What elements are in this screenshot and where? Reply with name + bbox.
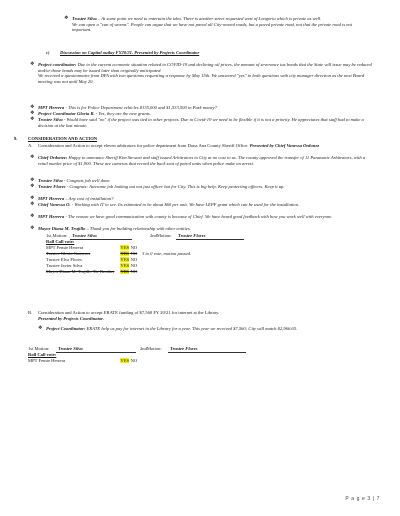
motion1-underline [70, 239, 132, 240]
speaker-name: Project Coordinator: [46, 326, 86, 331]
speaker-name: Trustee Flores [38, 184, 66, 189]
motionB2-label: 2ndMotion: [140, 346, 162, 351]
bullet-diamond-icon: ❖ [30, 61, 35, 67]
vote-yes: YES [120, 251, 130, 256]
bullet-diamond-icon: ❖ [30, 177, 35, 183]
vote-yes-no [120, 269, 137, 275]
speaker-text: – At some point we need to entertain the idea. There is another street requested west of Longoria which is private as well. [97, 16, 322, 21]
motion2-underline [176, 239, 244, 240]
vote-no: NO [129, 358, 138, 363]
motionB2-underline [168, 352, 246, 353]
trustee-silva-congrats [38, 178, 372, 184]
trustee-silva-note [72, 16, 372, 33]
bullet-diamond-icon: ❖ [30, 116, 35, 122]
page-number: P a g e 3 | 7 [345, 496, 380, 502]
item-b-pc-note [46, 326, 372, 332]
speaker-text: – Thank you for building relationship with other entities. [86, 226, 191, 231]
speaker-name: MPT Herrera [38, 214, 65, 219]
voter-name: Mayor Diana M. Trujillo Tie Breaker [46, 269, 115, 274]
trustee-flores-note [38, 184, 372, 190]
speaker-text: - Would have said "no" if the project was tied to other projects. Due to Covid-19 we need to be flexible if it is not a priority. He appreciates that staff had to make a decision at the last minute. [38, 117, 364, 128]
speaker-name: Mayor Diana M. Trujillo [38, 226, 86, 231]
vote-no: NO [129, 269, 138, 274]
bullet-diamond-icon: ❖ [30, 225, 35, 231]
speaker-name: Trustee Silva [38, 117, 63, 122]
bullet-diamond-icon: ❖ [38, 325, 43, 331]
speaker-name: Trustee Silva [72, 16, 97, 21]
section-title: CONSIDERATION AND ACTION [28, 136, 98, 141]
motionB1-label: 1st Motion: [28, 346, 50, 351]
speaker-text: Due to the current economic situation related to COVID-19 and declining oil prices, the amount of severance tax bonds that the State will issue may be reduced and/or those bonds may be issued later than originally anticipated. [38, 62, 372, 73]
trustee-silva-note-2 [38, 117, 372, 128]
vote-no: NO [129, 263, 138, 268]
speaker-name: MPT Herrera [38, 105, 65, 110]
vote-no: NO [129, 245, 138, 250]
speaker-name: Project Coordinator Gloria R. [38, 111, 95, 116]
item-a-label: A. [28, 143, 33, 148]
speaker-text: - Working with IT to see. Its estimated to be about $60 per unit. We have LEPF grant which can be used for the installation. [71, 202, 300, 207]
voter-name: Trustee Javier Silva [46, 263, 83, 268]
rollcall-label: Roll Call vote: [46, 239, 75, 244]
vote-yes-no [120, 245, 137, 251]
motion1-value: Trustee Silva [72, 233, 97, 238]
item-b-text [38, 310, 372, 321]
vote-no: NO [129, 251, 138, 256]
speaker-text: - Congrats: Awesome job looking out not just officer but for City. This is big help. Keep protecting officers. Keep it up. [66, 184, 285, 189]
speaker-name: Chief Ordonez: [38, 155, 68, 160]
speaker-text: ERATE help us pay for internet in the Library for a year. This year we received $7,560; City will match $2,966.65. [86, 326, 298, 331]
chief-vanessa-note [38, 202, 372, 208]
item-a-description: Consideration and Action to accept eleven arbitrators for police department from Dona Ana County Sheriff Office. [38, 143, 249, 148]
voter-name: Trustee Gloria Gameros [46, 251, 91, 256]
item-c-title: Discussion on Capital outlay FY20/21. Presented by Projects Coordinator [60, 50, 200, 55]
vote-yes-no [120, 263, 137, 269]
project-coordinator-note [38, 62, 372, 84]
vote-yes: YES [120, 269, 130, 274]
mpt-herrera-cost [38, 196, 372, 202]
vote-yes: YES [120, 245, 130, 250]
voter-name: MPT Femie Herrera [28, 358, 66, 363]
motion2-value: Trustee Flores [178, 233, 206, 238]
speaker-text: - The reason we have good communication with county is because of Chief. We have heard good feedback with how you work well with everyone. [65, 214, 333, 219]
chief-ordonez-note [38, 155, 372, 166]
rollcall-label-b: Roll Call vote: [28, 352, 57, 357]
item-c-label: c) [46, 50, 50, 55]
motion1-label: 1st Motion: [46, 233, 68, 238]
voter-name: Trustee Elva Flores [46, 257, 82, 262]
bullet-diamond-icon: ❖ [30, 183, 35, 189]
vote-no: NO [129, 257, 138, 262]
mpt-herrera-note [38, 105, 372, 111]
vote-yes-no [120, 251, 137, 257]
gloria-note [38, 111, 372, 117]
vote-yes: YES [120, 257, 130, 262]
speaker-name: Chief Vanessa O. [38, 202, 71, 207]
bullet-diamond-icon: ❖ [30, 195, 35, 201]
bullet-diamond-icon: ❖ [64, 15, 69, 21]
vote-yes-no [120, 358, 137, 364]
item-b-presented: Presented by Projects Coordinator. [38, 315, 104, 321]
mayor-note [38, 226, 372, 232]
vote-yes: YES [120, 263, 130, 268]
vote-yes-no [120, 257, 137, 263]
speaker-name: Trustee Silva [38, 178, 63, 183]
bullet-diamond-icon: ❖ [30, 104, 35, 110]
speaker-text-2: We can open a "can of worms". People can argue that we have not paved all City-owned roads, but a paved private road, not that the private road is not important. [72, 21, 353, 33]
item-b-label: B. [28, 310, 33, 315]
bullet-diamond-icon: ❖ [30, 201, 35, 207]
motionB2-value: Trustee Flores [170, 346, 198, 351]
motion2-label: 2ndMotion: [150, 233, 172, 238]
speaker-name: Project coordinator: [38, 62, 77, 67]
bullet-diamond-icon: ❖ [30, 154, 35, 160]
speaker-text: – Any cost of installation? [65, 196, 114, 201]
motionB1-value: Trustee Silva [58, 346, 83, 351]
vote-result-note: 3 to 0 vote, motion passed. [142, 251, 192, 256]
speaker-text: - This is for Police Department vehicles $135,000 and $1,533,500 in Park money? [65, 105, 218, 110]
speaker-text: - Congrats job well done. [63, 178, 111, 183]
speaker-text: - Yes, they are the new grants. [95, 111, 151, 116]
bullet-diamond-icon: ❖ [30, 213, 35, 219]
bullet-diamond-icon: ❖ [30, 110, 35, 116]
motionB1-underline [56, 352, 136, 353]
vote-yes: YES [120, 358, 130, 363]
speaker-name: MPT Herrera [38, 196, 65, 201]
mpt-herrera-feedback [38, 214, 372, 220]
item-a-presented: Presented by Chief Vanessa Ordonez [249, 143, 320, 148]
speaker-text: Happy to announce Sheriff Kim Stewart and staff issued Arbitrators to City at no cost to us. The county approved the transfer of 11 Panasonic Arbitrators, with a retail market price of $1,900. These are cameras that record the back seat of patrol units when police make an arrest. [38, 155, 366, 166]
speaker-text-2: We received a questionnaire from DFA with two questions requesting a response by May 15th. We answered "yes" to both questions with city manager direction as the next Board meeting was not until May 20. [38, 73, 365, 84]
item-a-text [38, 143, 372, 149]
voter-name: MPT Femie Herrera [46, 245, 84, 250]
item-b-description: Consideration and Action to accept ERATE funding of $7,560 FY 20/21 for internet at the Library. [38, 310, 220, 315]
section-number: 9. [14, 136, 18, 141]
